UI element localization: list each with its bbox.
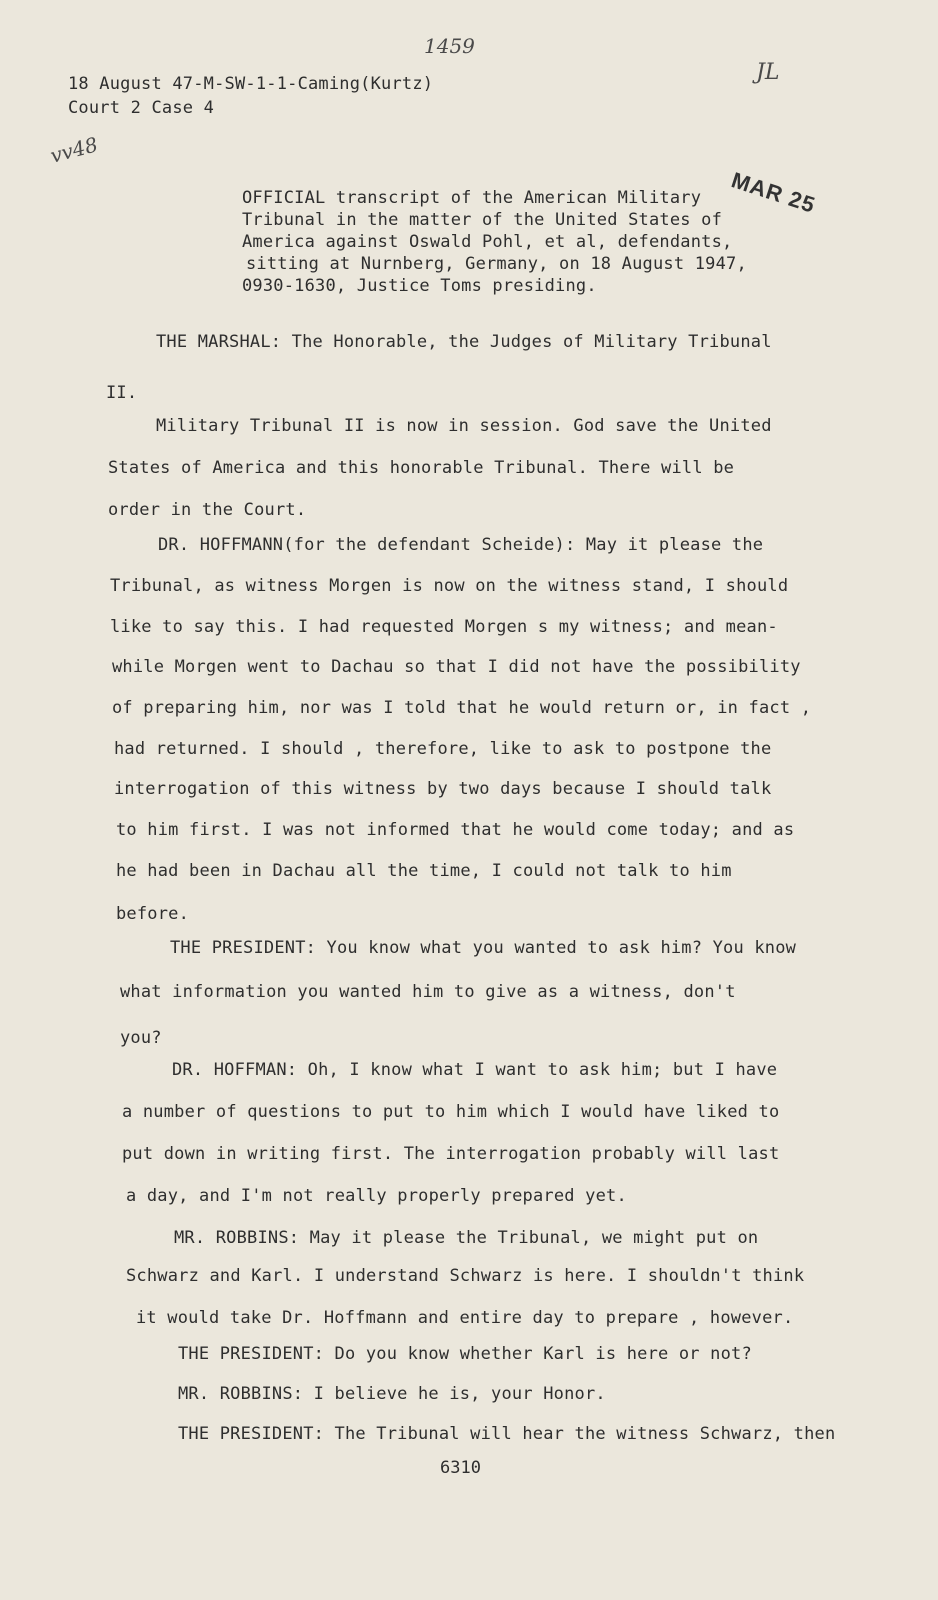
header-line-1: 18 August 47-M-SW-1-1-Caming(Kurtz) [68, 74, 434, 94]
caption-line: Tribunal in the matter of the United States of [242, 210, 723, 230]
body-line: put down in writing first. The interrogation probably will last [122, 1144, 780, 1164]
body-line: while Morgen went to Dachau so that I did not have the possibility [112, 657, 801, 677]
body-line: order in the Court. [108, 500, 307, 520]
body-line: of preparing him, nor was I told that he would return or, in fact , [112, 698, 812, 718]
body-line: Tribunal, as witness Morgen is now on the witness stand, I should [110, 576, 789, 596]
body-line: THE PRESIDENT: The Tribunal will hear the witness Schwarz, then [178, 1424, 836, 1444]
handwritten-margin-note: vv48 [47, 132, 101, 168]
body-line: a number of questions to put to him which I would have liked to [122, 1102, 780, 1122]
page-number: 6310 [440, 1458, 481, 1478]
body-line: it would take Dr. Hoffmann and entire day to prepare , however. [136, 1308, 794, 1328]
body-line: Military Tribunal II is now in session. God save the United [156, 416, 772, 436]
body-line: you? [120, 1028, 162, 1048]
body-line: had returned. I should , therefore, like to ask to postpone the [114, 739, 772, 759]
body-line: THE PRESIDENT: Do you know whether Karl is here or not? [178, 1344, 752, 1364]
body-line: THE MARSHAL: The Honorable, the Judges of Military Tribunal [156, 332, 772, 352]
body-line: he had been in Dachau all the time, I could not talk to him [116, 861, 732, 881]
body-line: States of America and this honorable Tribunal. There will be [108, 458, 735, 478]
handwritten-page-number: 1459 [424, 34, 475, 58]
body-line: MR. ROBBINS: May it please the Tribunal, we might put on [174, 1228, 759, 1248]
body-line: before. [116, 904, 190, 924]
header-line-2: Court 2 Case 4 [68, 98, 215, 118]
body-line: Schwarz and Karl. I understand Schwarz is here. I shouldn't think [126, 1266, 805, 1286]
body-line: DR. HOFFMANN(for the defendant Scheide): May it please the [158, 535, 764, 555]
caption-line: America against Oswald Pohl, et al, defendants, [242, 232, 733, 252]
body-line: interrogation of this witness by two days because I should talk [114, 779, 772, 799]
body-line: II. [106, 383, 138, 403]
body-line: THE PRESIDENT: You know what you wanted to ask him? You know [170, 938, 797, 958]
caption-line: OFFICIAL transcript of the American Military [242, 188, 702, 208]
body-line: like to say this. I had requested Morgen s my witness; and mean- [110, 617, 778, 637]
body-line: DR. HOFFMAN: Oh, I know what I want to ask him; but I have [172, 1060, 778, 1080]
caption-line: sitting at Nurnberg, Germany, on 18 August 1947, [246, 254, 747, 274]
caption-line: 0930-1630, Justice Toms presiding. [242, 276, 597, 296]
body-line: to him first. I was not informed that he would come today; and as [116, 820, 795, 840]
date-stamp: MAR 25 [728, 167, 819, 218]
body-line: a day, and I'm not really properly prepared yet. [126, 1186, 627, 1206]
body-line: what information you wanted him to give as a witness, don't [120, 982, 736, 1002]
handwritten-initials: JL [756, 60, 780, 85]
body-line: MR. ROBBINS: I believe he is, your Honor. [178, 1384, 606, 1404]
